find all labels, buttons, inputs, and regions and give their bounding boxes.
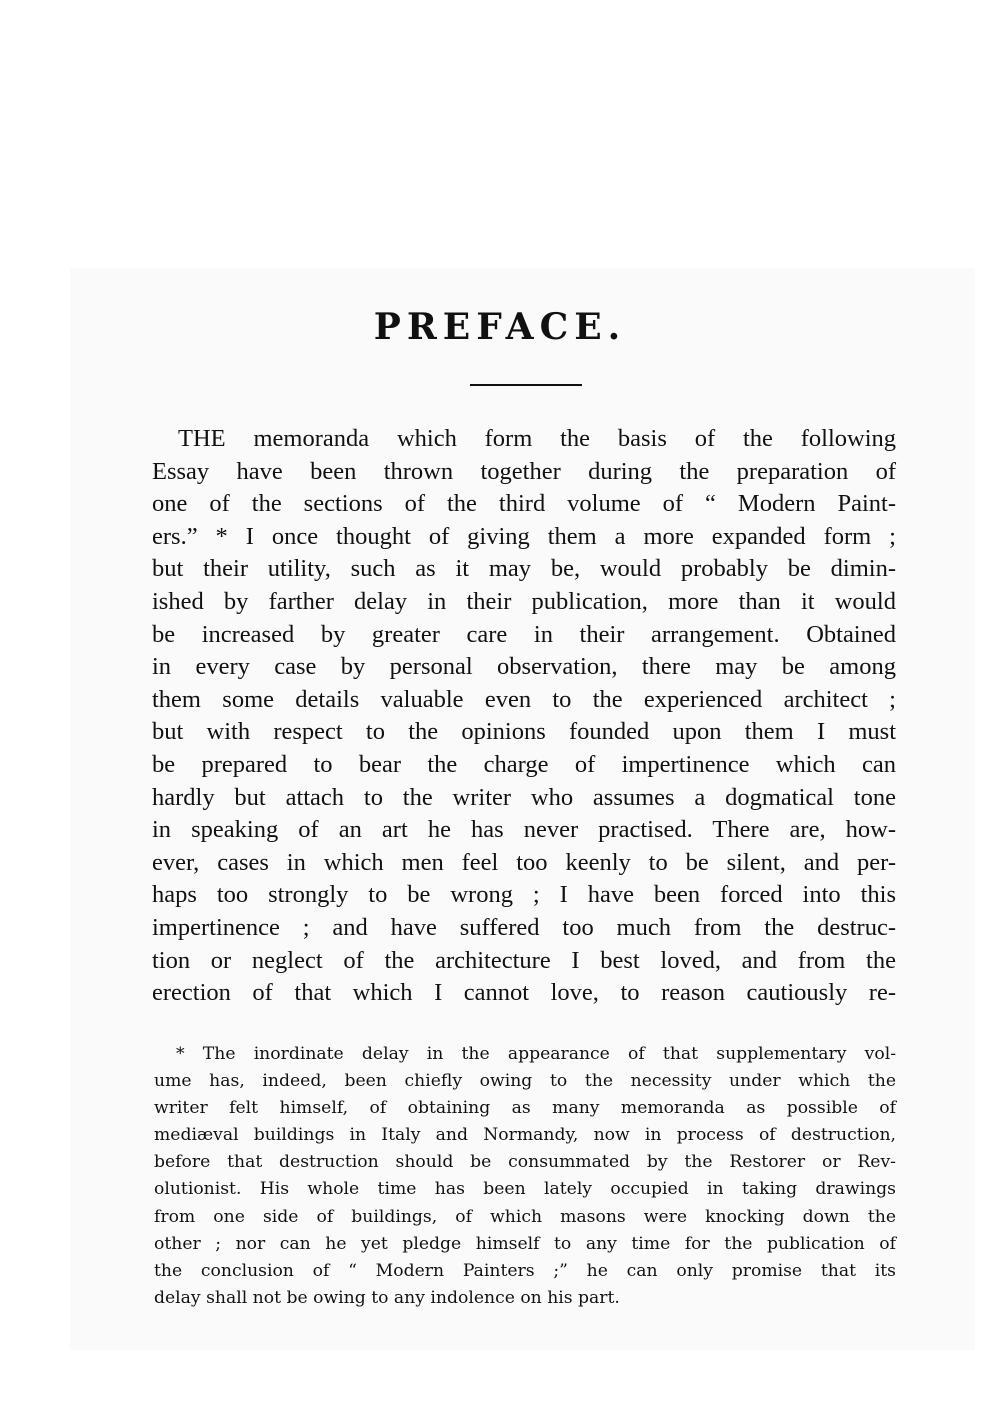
body-line [152,847,896,880]
body-line [152,488,896,521]
footnote-line [154,1041,896,1068]
footnote-line-text: other ; nor can he yet pledge himself to any time for the publication of [154,1233,896,1254]
body-line-text: hardly but attach to the writer who assumes a dogmatical tone [152,783,896,811]
footnote-line-text: olutionist. His whole time has been lately occupied in taking drawings [154,1179,896,1200]
body-line [152,619,896,652]
body-line-text: in speaking of an art he has never practised. There are, how- [152,816,896,844]
body-line [152,716,896,749]
footnote-line-text: ume has, indeed, been chiefly owing to the necessity under which the [154,1071,896,1092]
footnote-line [154,1285,896,1312]
footnote-line [154,1068,896,1095]
body-line-text: but with respect to the opinions founded upon them I must [152,718,896,746]
body-line-text: ished by farther delay in their publication, more than it would [152,587,896,615]
body-line-text: one of the sections of the third volume of “ Modern Paint- [152,490,896,518]
preface-body [152,423,896,1010]
footnote-line [154,1204,896,1231]
footnote-line [154,1231,896,1258]
body-line [152,912,896,945]
body-line-text: ever, cases in which men feel too keenly to be silent, and per- [152,848,896,876]
body-line-text: haps too strongly to be wrong ; I have been forced into this [152,881,896,909]
body-line [152,423,896,456]
footnote-line [154,1149,896,1176]
body-line [152,749,896,782]
body-line-text: THE memoranda which form the basis of the following [178,425,896,452]
footnote-line-text: mediæval buildings in Italy and Normandy, now in process of destruction, [154,1125,896,1146]
body-line [152,814,896,847]
footnote-line-text: * The inordinate delay in the appearance of that supplementary vol- [176,1044,896,1064]
body-line-text: tion or neglect of the architecture I best loved, and from the [152,946,896,974]
body-line-text: Essay have been thrown together during the preparation of [152,457,896,485]
body-line-text: but their utility, such as it may be, would probably be dimin- [152,555,896,583]
page-title: PREFACE. [373,306,627,348]
body-line-text: impertinence ; and have suffered too much from the destruc- [152,913,896,941]
body-line-text: in every case by personal observation, there may be among [152,653,896,681]
body-line-text: be prepared to bear the charge of impertinence which can [152,750,896,778]
body-line [152,553,896,586]
footnote-line [154,1095,896,1122]
title-divider [470,384,582,386]
body-line [152,977,896,1010]
footnote-line-text: from one side of buildings, of which masons were knocking down the [154,1206,896,1227]
footnote-line-text: before that destruction should be consummated by the Restorer or Rev- [154,1152,896,1173]
body-line [152,879,896,912]
body-line [152,586,896,619]
body-line-text: them some details valuable even to the experienced architect ; [152,685,896,713]
body-line [152,456,896,489]
body-line-text: be increased by greater care in their arrangement. Obtained [152,620,896,648]
footnote-line-text: the conclusion of “ Modern Painters ;” he can only promise that its [154,1260,896,1281]
footnote-line [154,1122,896,1149]
footnote-line-text: delay shall not be owing to any indolence on his part. [154,1287,620,1308]
body-line [152,945,896,978]
body-line [152,782,896,815]
body-line [152,684,896,717]
footnote [154,1041,896,1312]
footnote-line-text: writer felt himself, of obtaining as many memoranda as possible of [154,1098,896,1119]
footnote-line [154,1258,896,1285]
body-line [152,521,896,554]
body-line-text: erection of that which I cannot love, to reason cautiously re- [152,979,896,1007]
body-line-text: ers.” * I once thought of giving them a more expanded form ; [152,522,896,550]
footnote-line [154,1176,896,1203]
body-line [152,651,896,684]
